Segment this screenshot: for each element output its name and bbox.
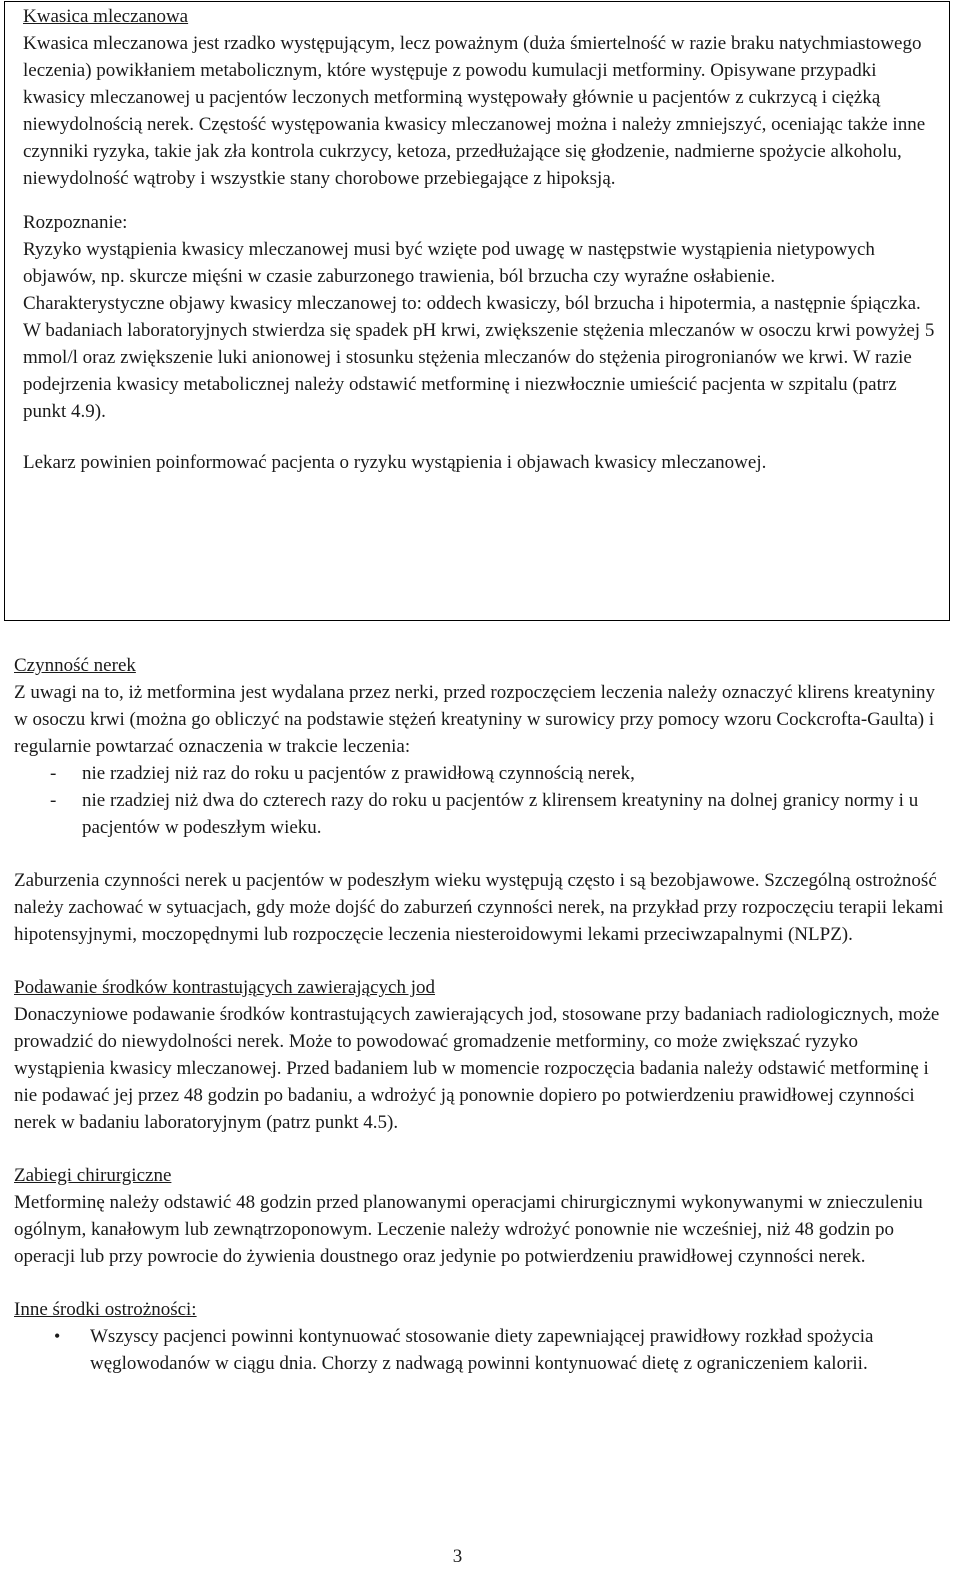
section-title: Inne środki ostrożności:	[14, 1299, 197, 1320]
paragraph: Kwasica mleczanowa jest rzadko występującym, lecz poważnym (duża śmiertelność w razie braku natychmiastowego leczenia) powikłaniem metabolicznym, które występuje z powodu kumulacji metforminy. Opisywane przypadki kwasicy mleczanowej u pacjentów leczonych metforminą występowały głównie u pacjentów z cukrzycą i ciężką niewydolnością nerek. Częstość występowania kwasicy mleczanowej można i należy zmniejszyć, oceniając także inne czynniki ryzyka, takie jak zła kontrola cukrzycy, ketoza, przedłużające się głodzenie, nadmierne spożycie alkoholu, niewydolność wątroby i wszystkie stany chorobowe przebiegające z hipoksją.	[23, 33, 926, 189]
paragraph: Z uwagi na to, iż metformina jest wydalana przez nerki, przed rozpoczęciem leczenia należy oznaczyć klirens kreatyniny w osoczu krwi (można go obliczyć na podstawie stężeń kreatyniny w surowicy przy pomocy wzoru Cockcrofta-Gaulta) i regularnie powtarzać oznaczenia w trakcie leczenia:	[14, 682, 936, 757]
list-item	[14, 1323, 944, 1377]
paragraph: Donaczyniowe podawanie środków kontrastujących zawierających jod, stosowane przy badaniach radiologicznych, może prowadzić do niewydolności nerek. Może to powodować gromadzenie metforminy, co może zwiększać ryzyko wystąpienia kwasicy mleczanowej. Przed badaniem lub w momencie rozpoczęcia badania należy odstawić metforminę i nie podawać jej przez 48 godzin po badaniu, a wdrożyć ją ponownie dopiero po potwierdzeniu prawidłowej czynności nerek w badaniu laboratoryjnym (patrz punkt 4.5).	[14, 1004, 940, 1133]
spacer	[14, 1136, 944, 1162]
section-title: Czynność nerek	[14, 655, 136, 676]
bullet-list	[14, 1323, 944, 1377]
list-item	[14, 760, 944, 787]
paragraph: Charakterystyczne objawy kwasicy mleczanowej to: oddech kwasiczy, ból brzucha i hipotermia, a następnie śpiączka. W badaniach laboratoryjnych stwierdza się spadek pH krwi, zwiększenie stężenia mleczanów w osoczu krwi powyżej 5 mmol/l oraz zwiększenie luki anionowej i stosunku stężenia mleczanów do stężenia pirogronianów we krwi. W razie podejrzenia kwasicy metabolicznej należy odstawić metforminę i niezwłocznie umieścić pacjenta w szpitalu (patrz punkt 4.9).	[23, 293, 935, 422]
page-number: 3	[452, 1546, 463, 1567]
subheading: Rozpoznanie:	[23, 212, 128, 233]
section-title: Zabiegi chirurgiczne	[14, 1165, 172, 1186]
section-title: Podawanie środków kontrastujących zawierających jod	[14, 977, 436, 998]
paragraph: Lekarz powinien poinformować pacjenta o ryzyku wystąpienia i objawach kwasicy mleczanowej.	[23, 452, 767, 473]
list-item	[14, 787, 944, 841]
spacer	[23, 425, 935, 449]
paragraph: Metforminę należy odstawić 48 godzin przed planowanymi operacjami chirurgicznymi wykonywanymi w znieczuleniu ogólnym, kanałowym lub zewnątrzoponowym. Leczenie należy wdrożyć ponownie nie wcześniej, niż 48 godzin po operacji lub przy powrocie do żywienia doustnego oraz jedynie po potwierdzeniu prawidłowej czynności nerek.	[14, 1192, 923, 1267]
list-item-text: nie rzadziej niż raz do roku u pacjentów z prawidłową czynnością nerek,	[82, 763, 635, 784]
bullet-marker: •	[54, 1326, 61, 1346]
list-item-text: nie rzadziej niż dwa do czterech razy do roku u pacjentów z klirensem kreatyniny na dolnej granicy normy i u pacjentów w podeszłym wieku.	[82, 790, 919, 838]
spacer	[14, 948, 944, 974]
section-title: Kwasica mleczanowa	[23, 6, 189, 27]
paragraph: Ryzyko wystąpienia kwasicy mleczanowej musi być wzięte pod uwagę w następstwie wystąpienia nietypowych objawów, np. skurcze mięśni w czasie zaburzonego trawienia, ból brzucha czy wyraźne osłabienie.	[23, 239, 875, 287]
dash-marker: -	[50, 790, 57, 811]
dash-marker: -	[50, 763, 57, 784]
spacer	[23, 192, 935, 209]
main-content	[14, 652, 944, 1377]
spacer	[14, 1270, 944, 1296]
lactic-acidosis-box	[4, 1, 950, 621]
dash-list	[14, 760, 944, 841]
spacer	[14, 841, 944, 867]
list-item-text: Wszyscy pacjenci powinni kontynuować stosowanie diety zapewniającej prawidłowy rozkład spożycia węglowodanów w ciągu dnia. Chorzy z nadwagą powinni kontynuować dietę z ograniczeniem kalorii.	[90, 1326, 874, 1374]
paragraph: Zaburzenia czynności nerek u pacjentów w podeszłym wieku występują często i są bezobjawowe. Szczególną ostrożność należy zachować w sytuacjach, gdy może dojść do zaburzeń czynności nerek, na przykład przy rozpoczęciu terapii lekami hipotensyjnymi, moczopędnymi lub rozpoczęcie leczenia niesteroidowymi lekami przeciwzapalnymi (NLPZ).	[14, 870, 944, 945]
